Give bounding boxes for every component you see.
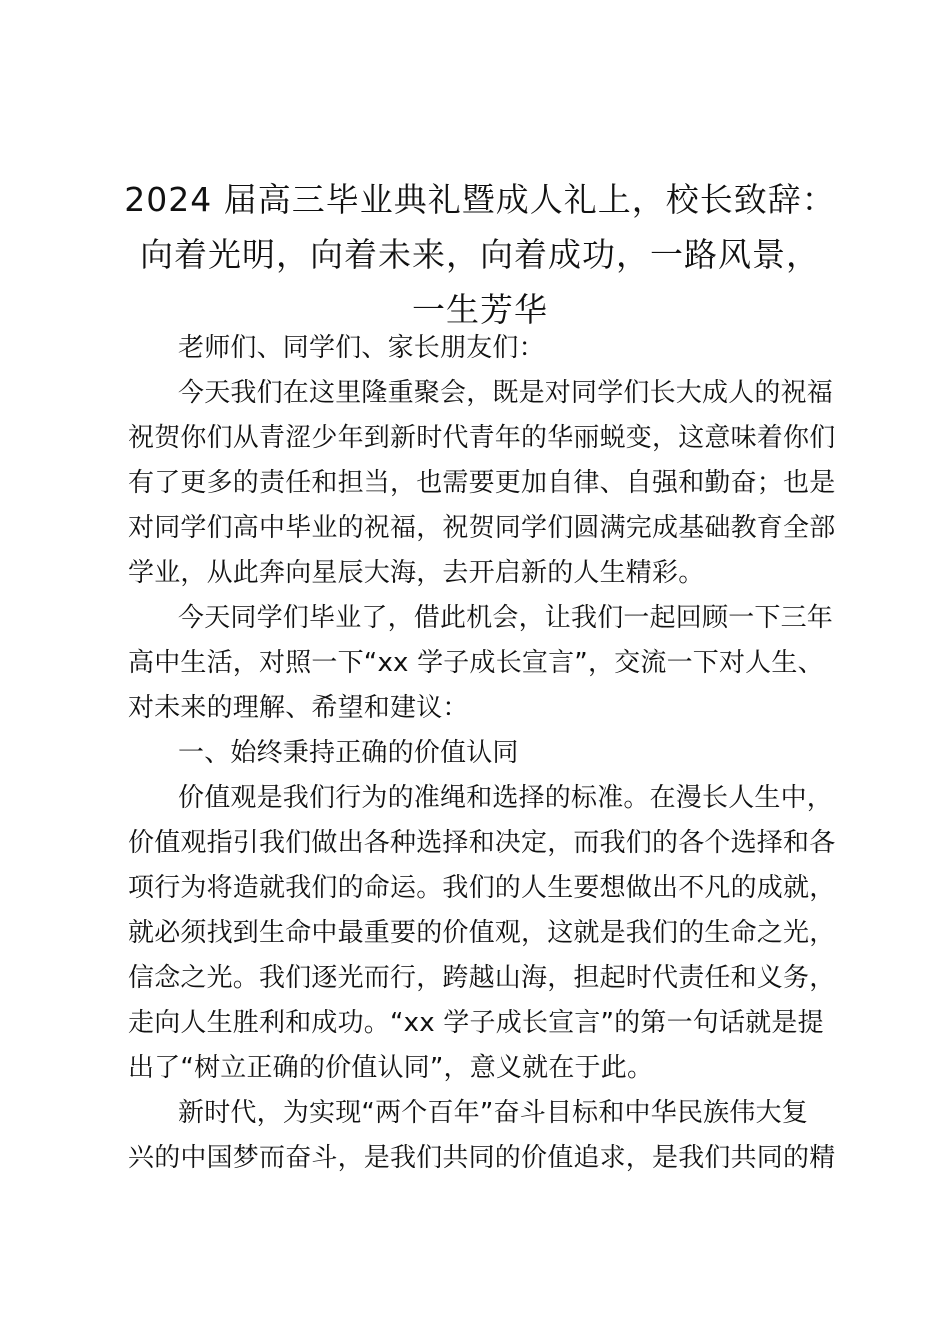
- body-text-line: 走向人生胜利和成功。“xx 学子成长宣言”的第一句话就是提: [128, 1008, 824, 1038]
- body-text-line: 就必须找到生命中最重要的价值观，这就是我们的生命之光，: [128, 918, 836, 948]
- title-line-2: 向着光明，向着未来，向着成功，一路风景，: [140, 235, 820, 274]
- body-text-line: 价值观指引我们做出各种选择和决定，而我们的各个选择和各: [128, 828, 836, 858]
- body-text-line: 祝贺你们从青涩少年到新时代青年的华丽蜕变，这意味着你们: [128, 423, 836, 453]
- body-text-line: 一、始终秉持正确的价值认同: [178, 738, 519, 768]
- document-body: [128, 326, 836, 1181]
- body-text-line: 高中生活，对照一下“xx 学子成长宣言”，交流一下对人生、: [128, 648, 824, 678]
- body-text-line: 对同学们高中毕业的祝福，祝贺同学们圆满完成基础教育全部: [128, 513, 836, 543]
- body-text-line: 出了“树立正确的价值认同”，意义就在于此。: [128, 1053, 654, 1083]
- body-text-line: 今天同学们毕业了，借此机会，让我们一起回顾一下三年: [178, 603, 834, 633]
- body-text-line: 老师们、同学们、家长朋友们：: [178, 333, 545, 363]
- body-text-line: 项行为将造就我们的命运。我们的人生要想做出不凡的成就，: [128, 873, 836, 903]
- body-text-line: 兴的中国梦而奋斗，是我们共同的价值追求，是我们共同的精: [128, 1143, 836, 1173]
- title-line-3: 一生芳华: [412, 290, 548, 329]
- body-text-line: 新时代，为实现“两个百年”奋斗目标和中华民族伟大复: [178, 1098, 808, 1128]
- body-text-line: 有了更多的责任和担当，也需要更加自律、自强和勤奋；也是: [128, 468, 836, 498]
- body-text-line: 信念之光。我们逐光而行，跨越山海，担起时代责任和义务，: [128, 963, 836, 993]
- document-title: [120, 172, 840, 337]
- body-text-line: 今天我们在这里隆重聚会，既是对同学们长大成人的祝福: [178, 378, 834, 408]
- body-text-line: 对未来的理解、希望和建议：: [128, 693, 469, 723]
- body-text-line: 价值观是我们行为的准绳和选择的标准。在漫长人生中，: [178, 783, 834, 813]
- title-line-1: 2024 届高三毕业典礼暨成人礼上，校长致辞：: [124, 180, 836, 219]
- body-text-line: 学业，从此奔向星辰大海，去开启新的人生精彩。: [128, 558, 705, 588]
